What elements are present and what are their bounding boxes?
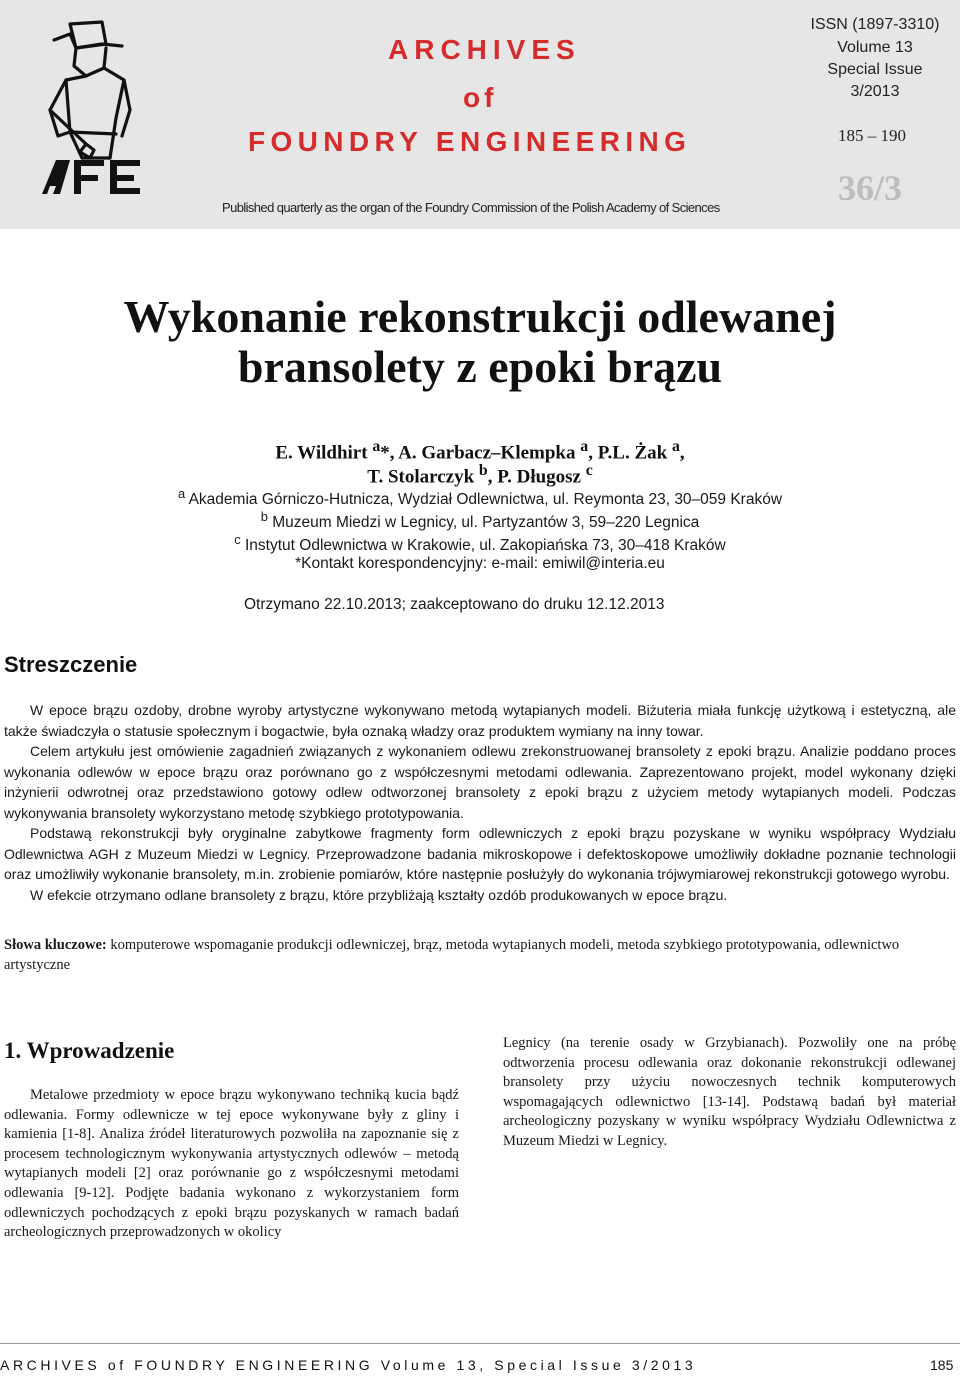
special-issue: Special Issue: [827, 61, 923, 78]
author-separator: ,: [679, 442, 685, 464]
journal-title-line-2: of: [463, 82, 498, 113]
journal-title-line-3: FOUNDRY ENGINEERING: [248, 126, 692, 157]
authors-line-1: [0, 438, 960, 464]
affiliation-text: Instytut Odlewnictwa w Krakowie, ul. Zakopiańska 73, 30–418 Kraków: [240, 537, 726, 555]
article-number: 36/3: [838, 168, 903, 208]
volume: Volume 13: [837, 39, 913, 56]
keywords: [4, 935, 956, 975]
author-affil-mark: a: [580, 438, 589, 455]
abstract-body: [4, 700, 956, 905]
author-affil-mark: c: [585, 462, 593, 479]
issn: ISSN (1897-3310): [810, 16, 940, 33]
author-name: , P.L. Żak: [588, 442, 672, 464]
abstract-paragraph: W epoce brązu ozdoby, drobne wyroby artystyczne wykonywano metodą wytapianych modeli. Biżuteria miała funkcję użytkową i estetyczną, ale także świadczyła o statusie społecznym i bogactwie, była oznaką władzy oraz produktem wymiany na inny towar.: [4, 702, 956, 739]
author-affil-mark: b: [478, 462, 488, 479]
affiliation-mark: b: [260, 509, 268, 524]
affiliation-text: Akademia Górniczo-Hutnicza, Wydział Odlewnictwa, ul. Reymonta 23, 30–059 Kraków: [185, 491, 783, 509]
author-name: E. Wildhirt: [275, 442, 373, 464]
authors-line-2: [0, 462, 960, 488]
author-affil-mark: a: [671, 438, 680, 455]
issue-year: 3/2013: [850, 83, 900, 100]
affiliation-text: Muzeum Miedzi w Legnicy, ul. Partyzantów 3, 59–220 Legnica: [267, 514, 700, 532]
journal-title-line-1: ARCHIVES: [388, 34, 581, 65]
body-paragraph: Legnicy (na terenie osady w Grzybianach). Pozwoliły one na próbę odtworzenia procesu odlewania oraz dokonanie rekonstrukcji odlewanej bransolety przy użyciu nowoczesnych technik komputerowych wspomagających odlewnictwo [13-14]. Podstawą badań był materiał archeologiczny pozyskany w wyniku współpracy Wydziału Odlewnictwa z Muzeum Miedzi w Legnicy.: [503, 1035, 956, 1149]
affiliation-a: [0, 486, 960, 509]
affiliation-b: [0, 509, 960, 532]
page-number: 185: [930, 1357, 954, 1373]
received-dates: Otrzymano 22.10.2013; zaakceptowano do druku 12.12.2013: [244, 596, 665, 613]
title-line-2: bransolety z epoki brązu: [237, 341, 723, 392]
author-name: *, A. Garbacz–Klempka: [380, 442, 581, 464]
keywords-text: komputerowe wspomaganie produkcji odlewniczej, brąz, metoda wytapianych modeli, metoda szybkiego prototypowania, odlewnictwo artystyczne: [4, 937, 900, 973]
abstract-paragraph: Celem artykułu jest omówienie zagadnień związanych z wykonaniem odlewu zrekonstruowanej bransolety z epoki brązu. Analizie poddano proces wykonania odlewów w epoce brązu oraz porównano go z współczesnymi metodami odlewania. Zaprezentowano projekt, model wykonany dzięki inżynierii odwrotnej oraz przedstawiono gotowy odlew odtworzonej bransolety z epoki brązu z użyciem metody wytapianych modeli. Podczas wykonywania bransolety wykorzystano metodę szybkiego prototypowania.: [4, 743, 956, 821]
author-name: T. Stolarczyk: [367, 466, 479, 488]
body-column-right: [503, 1034, 956, 1152]
published-note: Published quarterly as the organ of the Foundry Commission of the Polish Academy of Sciences: [222, 200, 720, 215]
section-heading: 1. Wprowadzenie: [4, 1038, 175, 1063]
affiliation-mark: a: [177, 486, 186, 501]
article-title: [0, 292, 960, 392]
footer-divider: [0, 1343, 960, 1344]
abstract-heading: Streszczenie: [4, 652, 138, 677]
abstract-paragraph: Podstawą rekonstrukcji były oryginalne zabytkowe fragmenty form odlewniczych z epoki brązu pozyskane w wyniku współpracy Wydziału Odlewnictwa AGH z Muzeum Miedzi w Legnicy. Przeprowadzone badania mikroskopowe i defektoskopowe umożliwiły dokładne poznanie technologii oraz umożliwiły wykonanie bransolety, m.in. zrobienie pomiarów, które następnie posłużyły do wykonania trójwymiarowej rekonstrukcji gotowego wyrobu.: [4, 825, 956, 882]
title-line-1: Wykonanie rekonstrukcji odlewanej: [123, 291, 837, 342]
page-range: 185 – 190: [838, 126, 906, 145]
body-paragraph: Metalowe przedmioty w epoce brązu wykonywano techniką kucia bądź odlewania. Formy odlewnicze w tej epoce wykonywane były z gliny i kamienia [1-8]. Analiza źródeł literaturowych pozwoliła na zapoznanie się z procesem technologicznym wykonywania artystycznych odlewów – metodą wytapianych modeli [2] oraz porównanie go z współczesnymi metodami odlewania [9-12]. Podjęte badania wykonano z wykorzystaniem form odlewniczych pochodzących z epoki brązu pozyskanych w ramach badań archeologicznych przeprowadzonych w okolicy: [4, 1087, 459, 1241]
abstract-paragraph: W efekcie otrzymano odlane bransolety z brązu, które przybliżają kształty ozdób produkowanych w epoce brązu.: [30, 886, 728, 903]
running-footer: ARCHIVES of FOUNDRY ENGINEERING Volume 13, Special Issue 3/2013: [0, 1357, 697, 1373]
body-column-left: [4, 1086, 459, 1243]
keywords-label: Słowa kluczowe:: [4, 937, 107, 953]
author-affil-mark: a: [372, 438, 381, 455]
affiliation-c: [0, 532, 960, 555]
author-name: , P. Długosz: [487, 466, 586, 488]
afe-logo-icon: [36, 18, 152, 198]
logo-text: AFE: [93, 196, 95, 197]
affiliation-mark: c: [234, 532, 241, 547]
contact-email: *Kontakt korespondencyjny: e-mail: emiwil@interia.eu: [295, 555, 665, 572]
